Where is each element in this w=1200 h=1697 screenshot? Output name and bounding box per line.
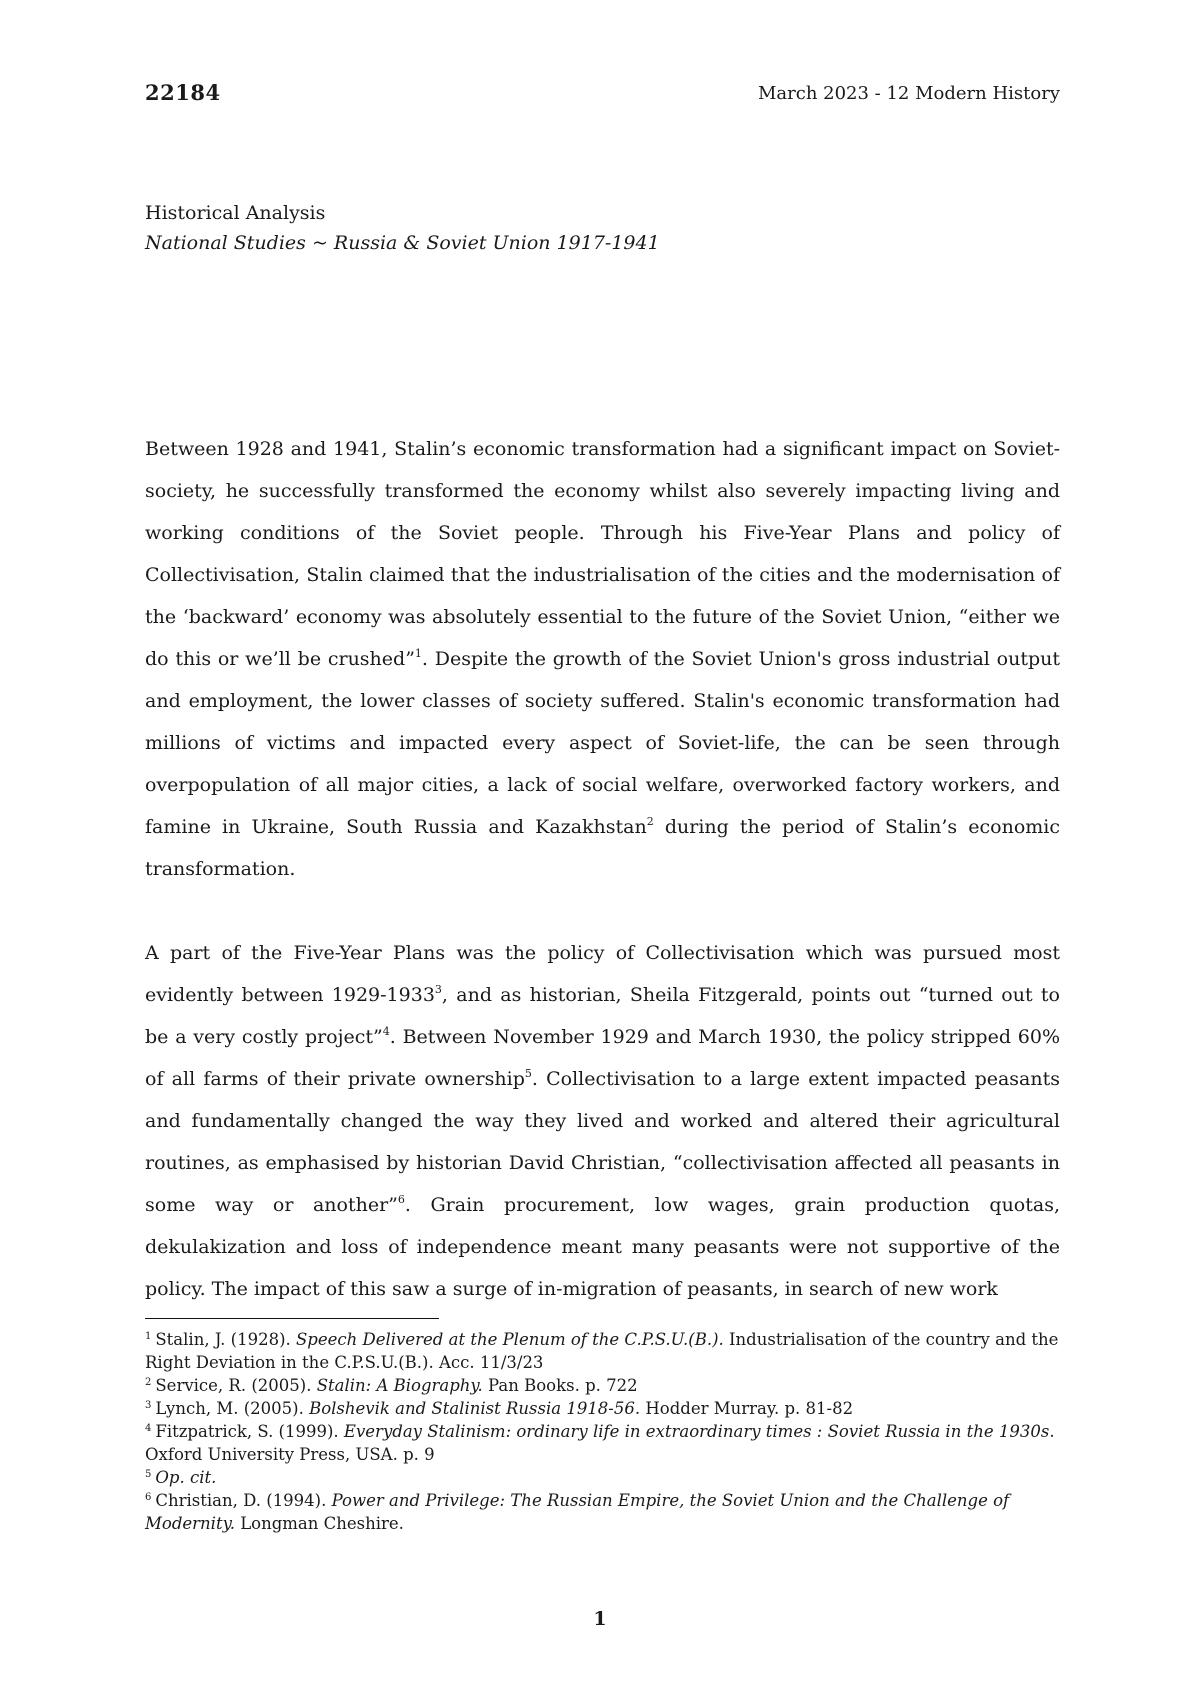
footnote-title: Everyday Stalinism: ordinary life in extraordinary times : Soviet Russia in the 1930s: [343, 1422, 1050, 1441]
footnote-number: 1: [145, 1331, 152, 1342]
footnote-text: . Oxford University Press, USA. p. 9: [145, 1422, 1055, 1464]
footnote-number: 2: [145, 1377, 152, 1388]
footnote-text: Longman Cheshire.: [234, 1514, 404, 1533]
footnote-title: Op. cit.: [155, 1468, 217, 1487]
footnote-number: 4: [145, 1423, 152, 1434]
footnote-title: Stalin: A Biography.: [316, 1376, 483, 1395]
footnote-text: Christian, D. (1994).: [155, 1491, 332, 1510]
footnote-title: Bolshevik and Stalinist Russia 1918-56.: [309, 1399, 641, 1418]
footnote: [145, 1374, 1065, 1397]
footnote-title: Power and Privilege: The Russian Empire, the Soviet Union and the Challenge of Modernity.: [145, 1491, 1010, 1533]
footnote-text: Hodder Murray. p. 81-82: [640, 1399, 854, 1418]
footnote-divider: [145, 1318, 439, 1319]
paragraph-text: , and as historian, Sheila Fitzgerald, points out “turned out to be a very costly project”: [145, 984, 1060, 1048]
footnote-text: Stalin, J. (1928).: [155, 1330, 296, 1349]
student-id: 22184: [145, 80, 221, 105]
footnote: [145, 1489, 1065, 1535]
paragraph-text: A part of the Five-Year Plans was the policy of Collectivisation which was pursued most evidently between 1929-1933: [145, 942, 1060, 1006]
body-text: [145, 428, 1060, 1310]
footnote-text: Industrialisation of the country and the Right Deviation in the C.P.S.U.(B.). Acc. 11/3/23: [145, 1330, 1059, 1372]
paragraph-2: [145, 932, 1060, 1310]
paragraph-1: [145, 428, 1060, 890]
course-header: March 2023 - 12 Modern History: [757, 83, 1060, 104]
footnote-ref: 4: [382, 1025, 390, 1038]
footnote-ref: 3: [434, 983, 442, 996]
footnote-number: 3: [145, 1400, 152, 1411]
footnote-text: Lynch, M. (2005).: [155, 1399, 310, 1418]
footnote-number: 5: [145, 1469, 152, 1480]
paragraph-text: Between 1928 and 1941, Stalin’s economic transformation had a significant impact on Soviet-society, he successfully transformed the economy whilst also severely impacting living and working conditions of the Soviet people. Through his Five-Year Plans and policy of Collectivisation, Stalin claimed that the industrialisation of the cities and the modernisation of the ‘backward’ economy was absolutely essential to the future of the Soviet Union, “either we do this or we’ll be crushed”: [145, 438, 1060, 670]
paragraph-text: . Between November 1929 and March 1930, the policy stripped 60% of all farms of their private ownership: [145, 1026, 1060, 1090]
document-title: Historical Analysis: [145, 202, 326, 224]
page-number: 1: [593, 1608, 607, 1630]
footnote-title: Speech Delivered at the Plenum of the C.P.S.U.(B.).: [296, 1330, 724, 1349]
footnote-text: Pan Books. p. 722: [482, 1376, 638, 1395]
footnote: [145, 1328, 1065, 1374]
footnote-ref: 2: [646, 815, 654, 828]
footnote-text: Fitzpatrick, S. (1999).: [155, 1422, 344, 1441]
paragraph-text: during the period of Stalin’s economic transformation.: [145, 816, 1060, 880]
paragraph-text: . Collectivisation to a large extent impacted peasants and fundamentally changed the way they lived and worked and altered their agricultural routines, as emphasised by historian David Christian, “collectivisation affected all peasants in some way or another”: [145, 1068, 1060, 1216]
title-block: [145, 198, 660, 258]
footnote: [145, 1397, 1065, 1420]
footnotes: [145, 1328, 1065, 1535]
footnote-ref: 6: [397, 1193, 405, 1206]
paragraph-text: . Despite the growth of the Soviet Union's gross industrial output and employment, the lower classes of society suffered. Stalin's economic transformation had millions of victims and impacted every aspect of Soviet-life, the can be seen through overpopulation of all major cities, a lack of social welfare, overworked factory workers, and famine in Ukraine, South Russia and Kazakhstan: [145, 648, 1060, 838]
footnote-number: 6: [145, 1492, 152, 1503]
footnote-ref: 5: [524, 1067, 532, 1080]
footnote-ref: 1: [414, 647, 422, 660]
footnote: [145, 1420, 1065, 1466]
footnote-text: Service, R. (2005).: [155, 1376, 317, 1395]
document-subtitle: National Studies ~ Russia & Soviet Union 1917-1941: [145, 232, 660, 254]
paragraph-text: . Grain procurement, low wages, grain production quotas, dekulakization and loss of independence meant many peasants were not supportive of the policy. The impact of this saw a surge of in-migration of peasants, in search of new work: [145, 1194, 1060, 1300]
footnote: [145, 1466, 1065, 1489]
